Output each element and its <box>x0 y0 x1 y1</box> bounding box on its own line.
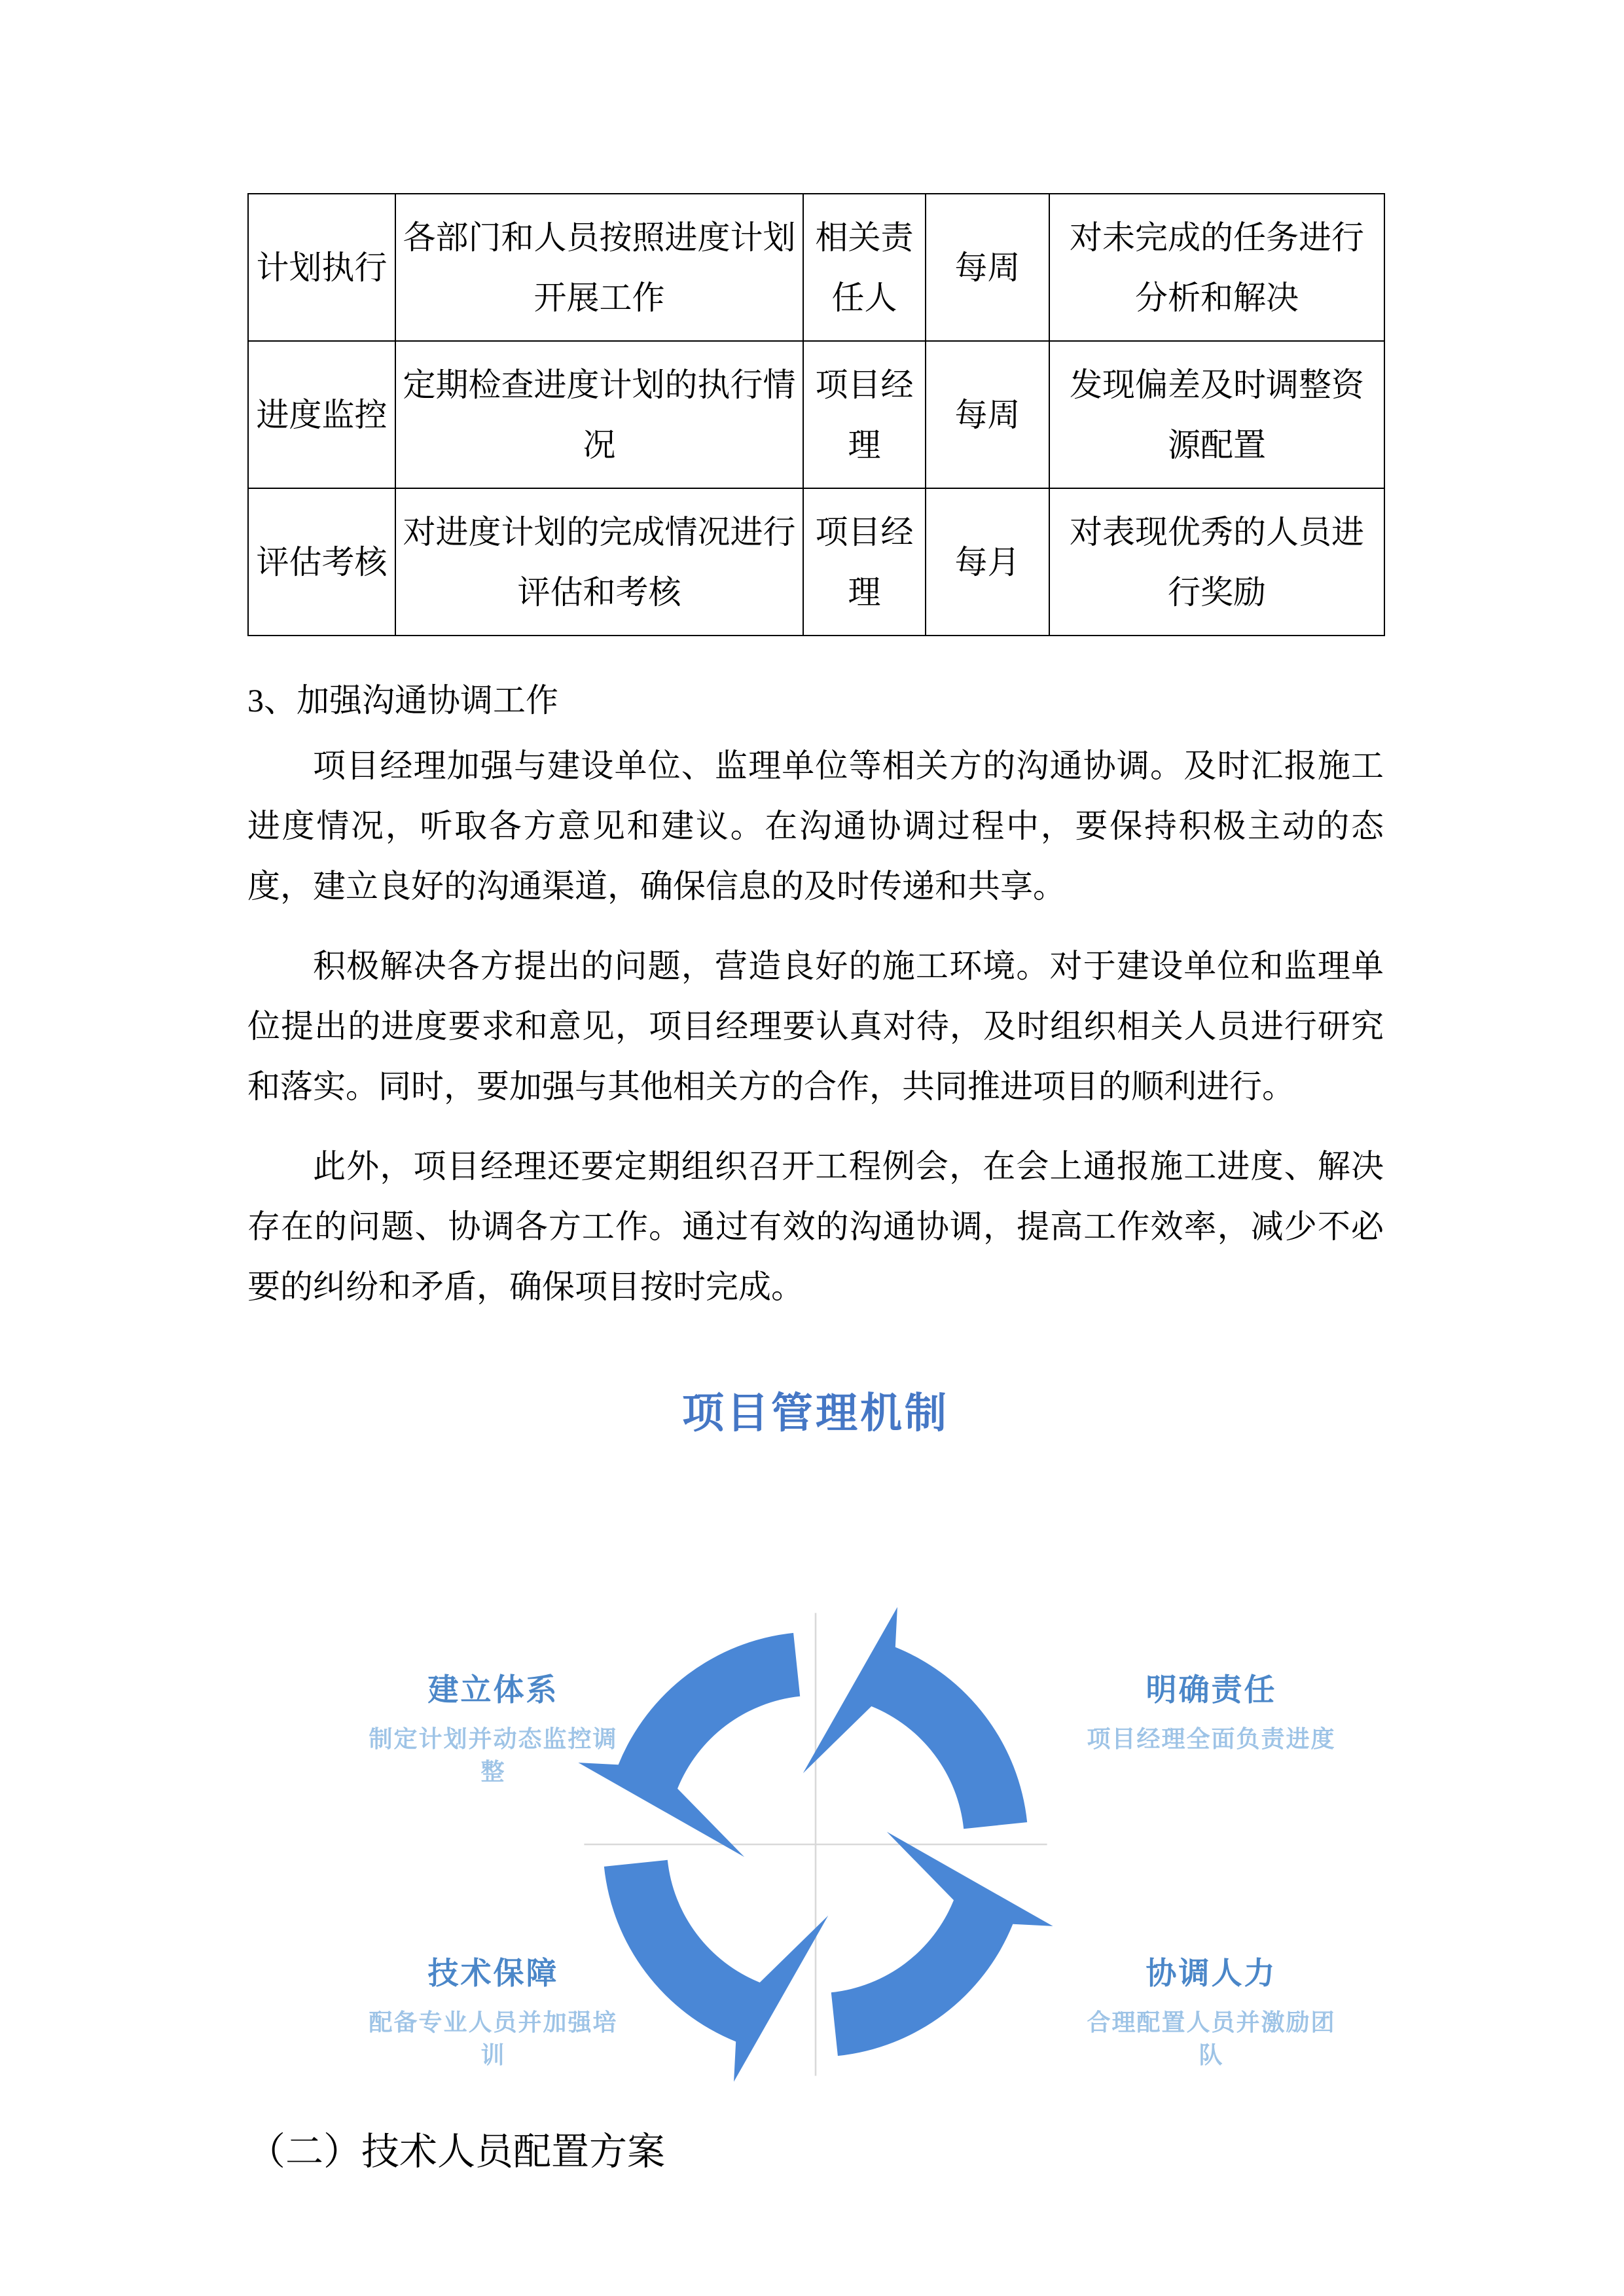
diagram-item-label: 技术保障 <box>427 1956 559 1990</box>
table-cell: 对未完成的任务进行分析和解决 <box>1049 194 1384 341</box>
table-cell: 对表现优秀的人员进行奖励 <box>1049 488 1384 636</box>
table-cell: 进度监控 <box>248 341 395 488</box>
progress-management-table <box>247 193 1385 636</box>
table-cell: 项目经理 <box>803 341 926 488</box>
table-row <box>248 488 1384 636</box>
diagram-item-establish-system <box>364 1666 623 1788</box>
table-cell: 每月 <box>926 488 1049 636</box>
paragraph: 积极解决各方提出的问题，营造良好的施工环境。对于建设单位和监理单位提出的进度要求和意见，项目经理要认真对待，及时组织相关人员进行研究和落实。同时，要加强与其他相关方的合作，共同推进项目的顺利进行。 <box>247 948 1384 1105</box>
diagram-item-desc: 项目经理全面负责进度 <box>1087 1725 1336 1752</box>
paragraph: 项目经理加强与建设单位、监理单位等相关方的沟通协调。及时汇报施工进度情况，听取各方意见和建议。在沟通协调过程中，要保持积极主动的态度，建立良好的沟通渠道，确保信息的及时传递和共享。 <box>247 747 1384 905</box>
diagram-item-desc: 合理配置人员并激励团队 <box>1087 2009 1336 2068</box>
cycle-arrows-icon <box>560 1589 1071 2100</box>
diagram-item-label: 明确责任 <box>1146 1672 1277 1707</box>
table-cell: 各部门和人员按照进度计划开展工作 <box>395 194 803 341</box>
table-cell: 每周 <box>926 194 1049 341</box>
diagram-item-desc: 制定计划并动态监控调整 <box>369 1725 618 1785</box>
diagram-item-desc: 配备专业人员并加强培训 <box>369 2009 618 2068</box>
section-heading: 3、加强沟通协调工作 <box>247 682 558 719</box>
diagram-item-label: 建立体系 <box>427 1672 559 1707</box>
next-section-heading: （二）技术人员配置方案 <box>247 2130 666 2173</box>
table-cell: 评估考核 <box>248 488 395 636</box>
paragraph: 此外，项目经理还要定期组织召开工程例会，在会上通报施工进度、解决存在的问题、协调各方工作。通过有效的沟通协调，提高工作效率，减少不必要的纠纷和矛盾，确保项目按时完成。 <box>247 1148 1384 1305</box>
table-cell: 发现偏差及时调整资源配置 <box>1049 341 1384 488</box>
table-cell: 每周 <box>926 341 1049 488</box>
table-cell: 计划执行 <box>248 194 395 341</box>
diagram-title: 项目管理机制 <box>682 1390 949 1437</box>
table-cell: 对进度计划的完成情况进行评估和考核 <box>395 488 803 636</box>
table-cell: 定期检查进度计划的执行情况 <box>395 341 803 488</box>
table-cell: 项目经理 <box>803 488 926 636</box>
diagram-item-coordinate-manpower <box>1082 1949 1341 2072</box>
project-management-cycle-diagram <box>247 1466 1384 2088</box>
diagram-item-clarify-responsibility <box>1082 1666 1341 1755</box>
table-cell: 相关责任人 <box>803 194 926 341</box>
diagram-item-label: 协调人力 <box>1146 1956 1277 1990</box>
table-row <box>248 194 1384 341</box>
table-row <box>248 341 1384 488</box>
diagram-item-technical-support <box>364 1949 623 2072</box>
